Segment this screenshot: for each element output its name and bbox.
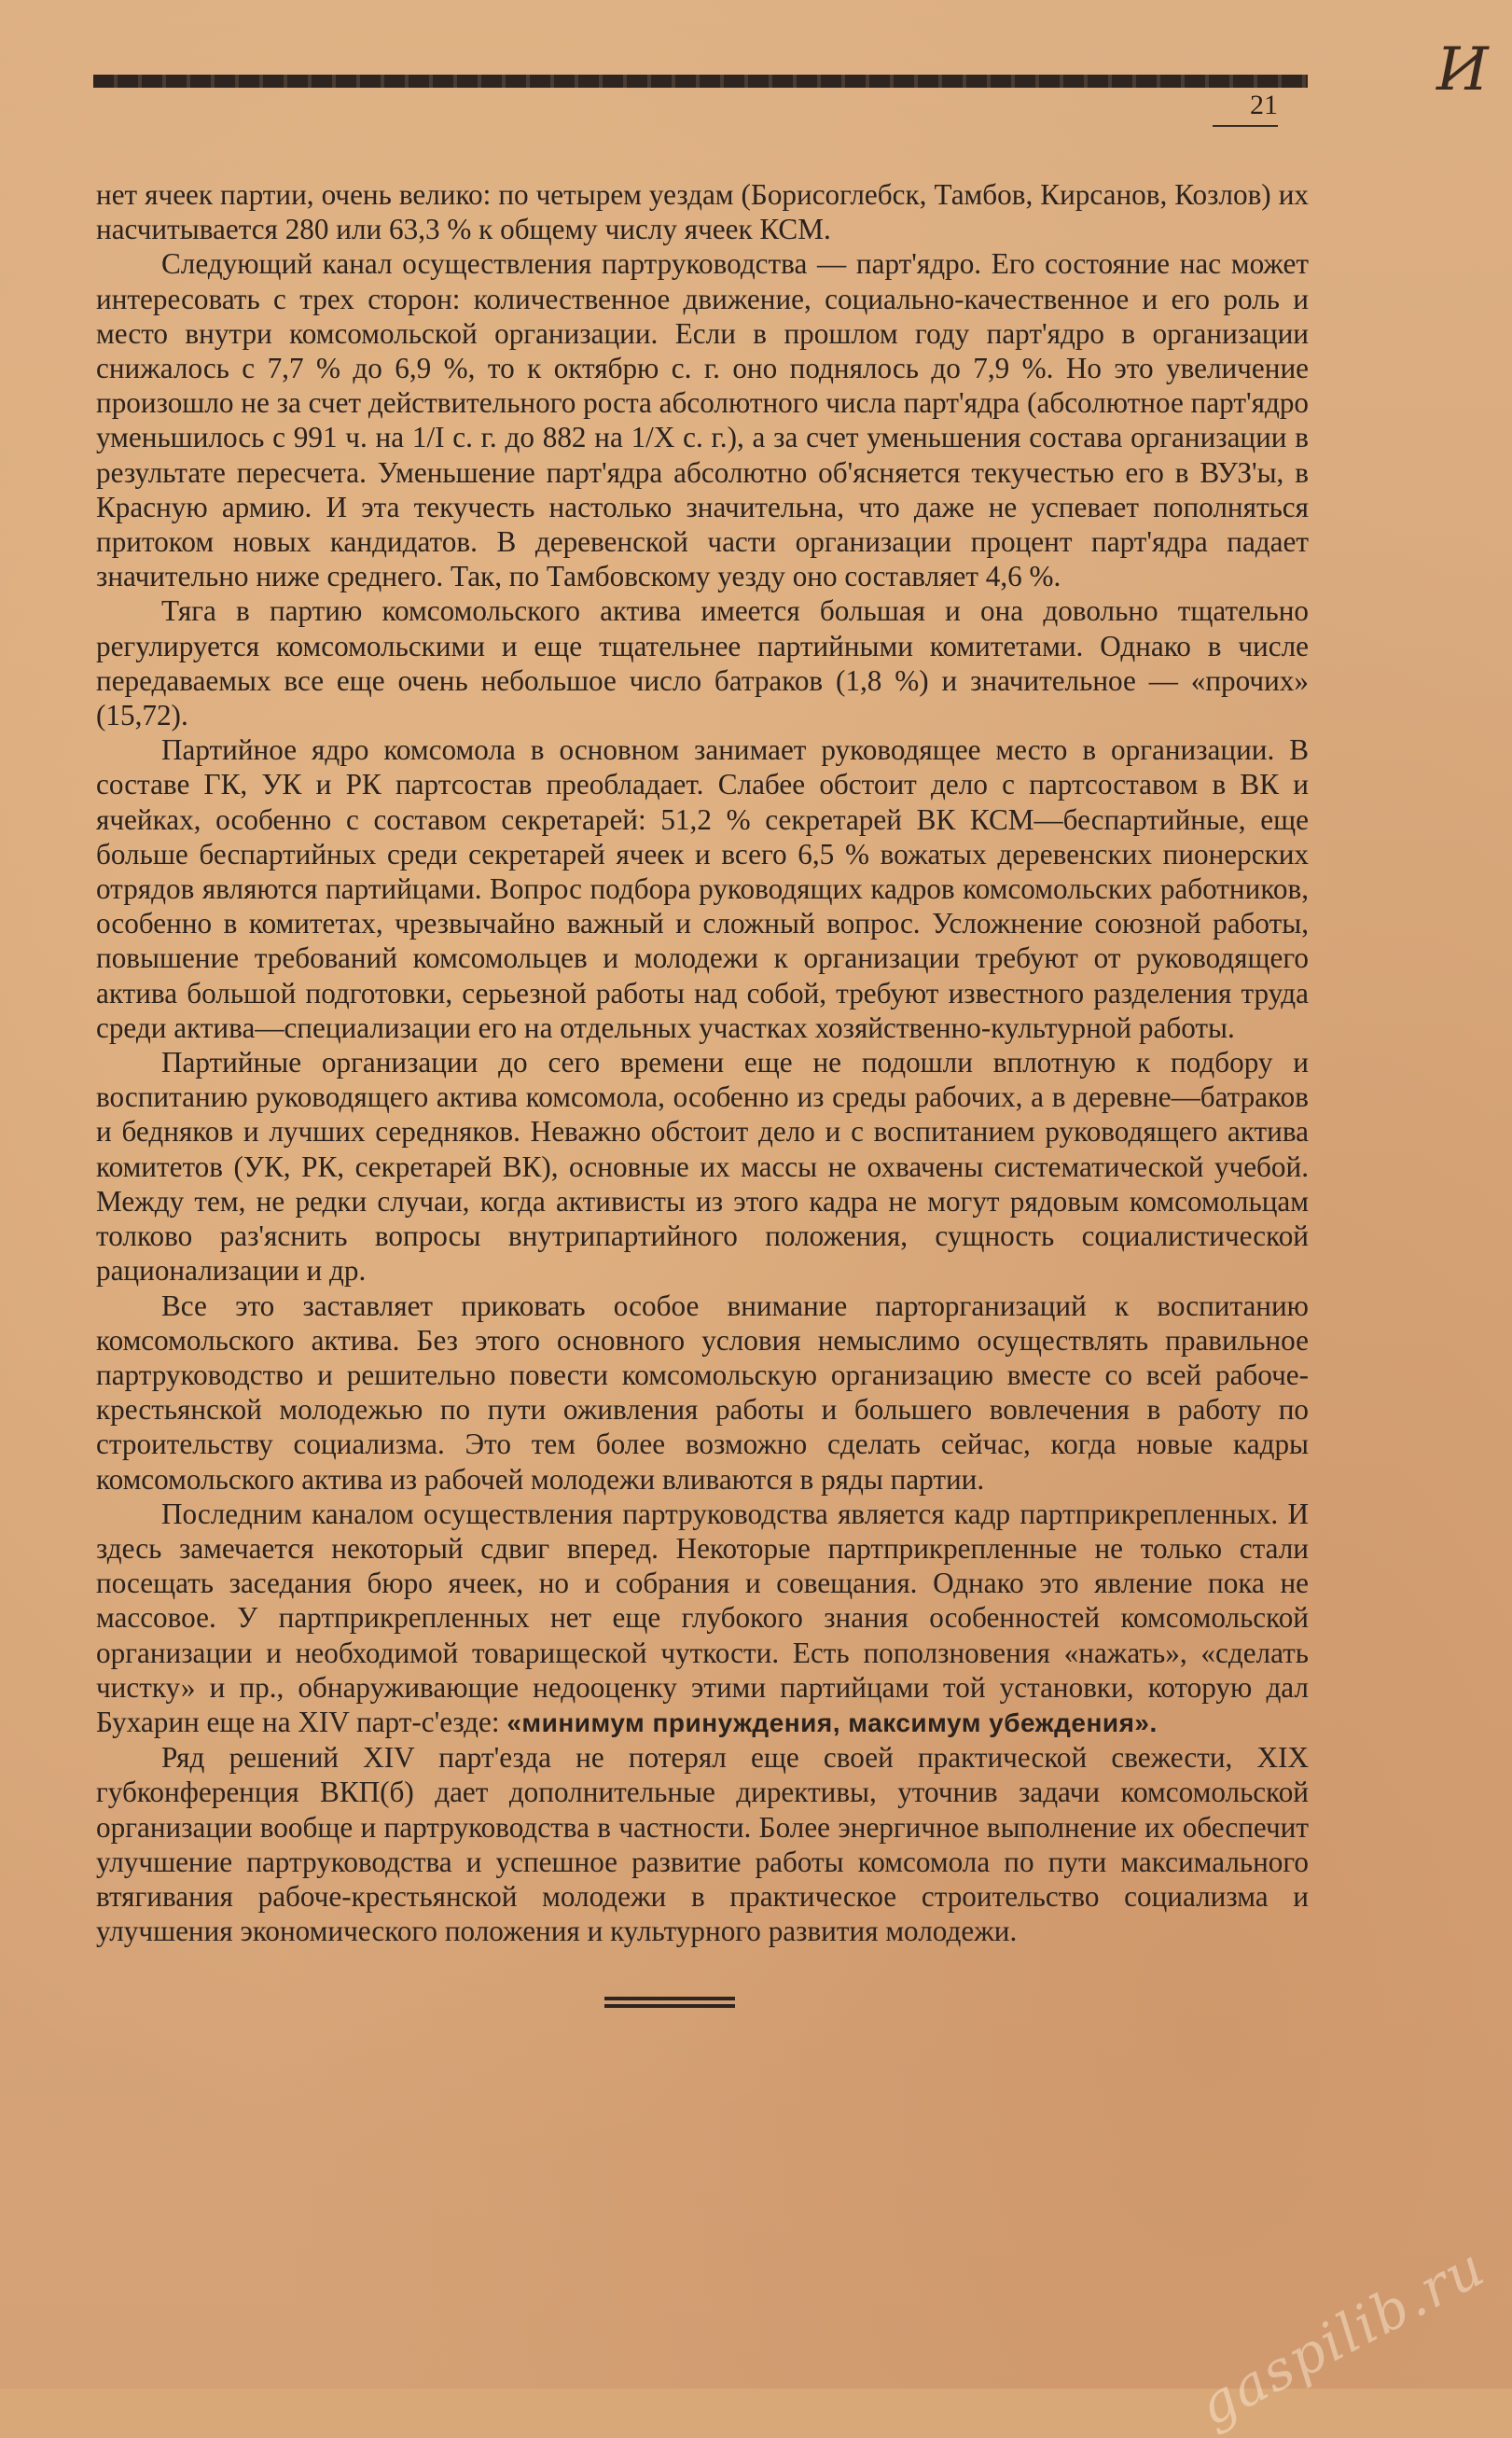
paragraph: Партийное ядро комсомола в основном занимает руководящее место в организации. В составе ГК, УК и РК партсостав преобладает. Слабее обстоит дело с партсоставом в ВК и ячейках, особенно с составом секретарей: 51,2 % секретарей ВК КСМ—беспартийные, еще больше беспартийных среди секретарей ячеек и всего 6,5 % вожатых деревенских пионерских отрядов являются партийцами. Вопрос подбора руководящих кадров комсомольских работников, особенно в комитетах, чрезвычайно важный и сложный вопрос. Усложнение союзной работы, повышение требований комсомольцев и молодежи к организации требуют от руководящего актива большой подготовки, серьезной работы над собой, требуют известного разделения труда среди актива—специализации его на отдельных участках хозяйственно-культурной работы. bbox=[96, 733, 1309, 1044]
page-number-underline bbox=[1213, 125, 1278, 127]
page-number: 21 bbox=[1250, 90, 1278, 120]
paragraph: Следующий канал осуществления партруководства — парт'ядро. Его состояние нас может интересовать с трех сторон: количественное движение, социально-качественное и его роль и место внутри комсомольской организации. Если в прошлом году парт'ядро в организации снижалось с 7,7 % до 6,9 %, то к октябрю с. г. оно поднялось до 7,9 %. Но это увеличение произошло не за счет действительного роста абсолютного числа парт'ядра (абсолютное парт'ядро уменьшилось с 991 ч. на 1/I с. г. до 882 на 1/X с. г.), а за счет уменьшения состава организации в результате пересчета. Уменьшение парт'ядра абсолютно об'ясняется текучестью его в ВУЗ'ы, в Красную армию. И эта текучесть настолько значительна, что даже не успевает пополняться притоком новых кандидатов. В деревенской части организации процент парт'ядра падает значительно ниже среднего. Так, по Тамбовскому уезду оно составляет 4,6 %. bbox=[96, 247, 1309, 593]
paragraph: Партийные организации до сего времени еще не подошли вплотную к подбору и воспитанию руководящего актива комсомола, особенно из среды рабочих, а в деревне—батраков и бедняков и лучших середняков. Неважно обстоит дело и с воспитанием руководящего актива комитетов (УК, РК, секретарей ВК), основные их массы не охвачены систематической учебой. Между тем, не редки случаи, когда активисты из этого кадра не могут рядовым комсомольцам толково раз'яснить вопросы внутрипартийного положения, сущность социалистической рационализации и др. bbox=[96, 1046, 1309, 1288]
end-rule bbox=[604, 2004, 735, 2008]
paragraph: Все это заставляет приковать особое внимание парторганизаций к воспитанию комсомольского актива. Без этого основного условия немыслимо осуществлять правильное партруководство и решительно повести комсомольскую организацию вместе со всей рабоче-крестьянской молодежью по пути оживления работы и большего вовлечения в работу по строительству социализма. Это тем более возможно сделать сейчас, когда новые кадры комсомольского актива из рабочей молодежи вливаются в ряды партии. bbox=[96, 1289, 1309, 1496]
paragraph: нет ячеек партии, очень велико: по четырем уездам (Борисоглебск, Тамбов, Кирсанов, Козлов) их насчитывается 280 или 63,3 % к общему числу ячеек КСМ. bbox=[96, 178, 1309, 246]
handwritten-mark: И bbox=[1436, 35, 1492, 104]
end-rule bbox=[604, 1997, 735, 2000]
paragraph: Ряд решений XIV парт'езда не потерял еще своей практической свежести, XIX губконференция ВКП(б) дает дополнительные директивы, уточнив задачи комсомольской организации вообще и партруководства в частности. Более энергичное выполнение их обеспечит улучшение партруководства и успешное развитие работы комсомола по пути максимального втягивания рабоче-крестьянской молодежи в практическое строительство социализма и улучшения экономического положения и культурного развития молодежи. bbox=[96, 1741, 1309, 1948]
emphasized-quote: «минимум принуждения, максимум убеждения». bbox=[506, 1707, 1158, 1737]
top-decorative-rule bbox=[93, 75, 1308, 88]
paragraph-text: Последним каналом осуществления партруководства является кадр партприкрепленных. И здесь замечается некоторый сдвиг вперед. Некоторые партприкрепленные не только стали посещать заседания бюро ячеек, но и собрания и совещания. Однако это явление пока не массовое. У партприкрепленных нет еще глубокого знания особенностей комсомольской организации и необходимой товарищеской чуткости. Есть поползновения «нажать», «сделать чистку» и пр., обнаруживающие недооценку этими партийцами той установки, которую дал Бухарин еще на XIV парт-с'езде: bbox=[96, 1497, 1309, 1738]
paragraph-with-quote bbox=[96, 1497, 1309, 1740]
article-body bbox=[96, 177, 1309, 1948]
paragraph: Тяга в партию комсомольского актива имеется большая и она довольно тщательно регулируется комсомольскими и еще тщательнее партийными комитетами. Однако в числе передаваемых все еще очень небольшое число батраков (1,8 %) и значительное — «прочих» (15,72). bbox=[96, 594, 1309, 732]
watermark: gaspilib.ru bbox=[1187, 2234, 1496, 2438]
